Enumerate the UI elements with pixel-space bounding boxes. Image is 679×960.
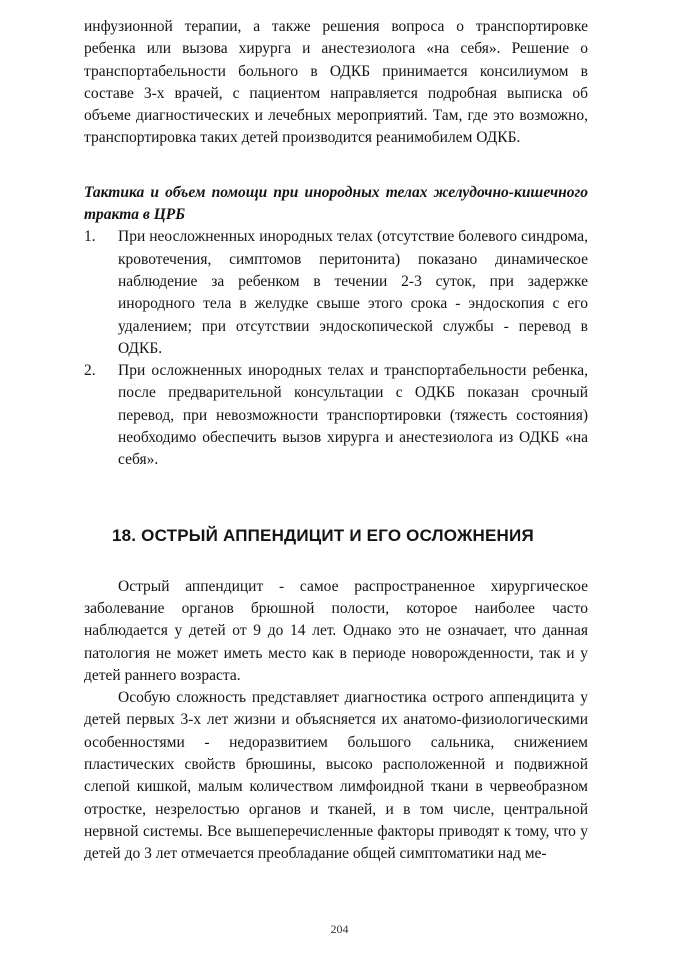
section-paragraph: Острый аппендицит - самое распространенное хирургическое заболевание органов брюшной полости, которое наиболее часто наблюдается у детей от 9 до 14 лет. Однако это не означает, что данная патология не может иметь место как в периоде новорожденности, так и у детей раннего возраста. <box>84 577 588 684</box>
tactics-list <box>84 226 588 471</box>
page-number: 204 <box>330 922 349 936</box>
list-item-text: При осложненных инородных телах и транспортабельности ребенка, после предварительной консультации с ОДКБ показан срочный перевод, при невозможности транспортировки (тяжесть состояния) необходимо обеспечить вызов хирурга и анестезиолога из ОДКБ «на себя». <box>118 362 588 469</box>
book-page <box>84 16 588 866</box>
section-title: 18. ОСТРЫЙ АППЕНДИЦИТ И ЕГО ОСЛОЖНЕНИЯ <box>112 525 534 545</box>
list-item-number: 1. <box>84 228 96 246</box>
list-item-text: При неосложненных инородных телах (отсутствие болевого синдрома, кровотечения, симптомов перитонита) показано динамическое наблюдение за ребенком в течении 2-3 суток, при задержке инородного тела в желудке свыше этого срока - эндоскопия с его удалением; при отсутствии эндоскопической службы - перевод в ОДКБ. <box>118 228 588 357</box>
list-item <box>84 360 588 471</box>
tactics-heading: Тактика и объем помощи при инородных телах желудочно-кишечного тракта в ЦРБ <box>84 183 588 224</box>
section-paragraph: Особую сложность представляет диагностика острого аппендицита у детей первых 3-х лет жизни и объясняется их анатомо-физиологическими особенностями - недоразвитием большого сальника, снижением пластических свойств брюшины, высоко расположенной и подвижной слепой кишкой, малым количеством лимфоидной ткани в червеобразном отростке, незрелостью органов и тканей, и в том числе, центральной нервной системы. Все вышеперечисленные факторы приводят к тому, что у детей до 3 лет отмечается преобладание общей симптоматики над ме- <box>84 689 588 863</box>
list-item <box>84 226 588 360</box>
intro-paragraph: инфузионной терапии, а также решения вопроса о транспортировке ребенка или вызова хирурга и анестезиолога «на себя». Решение о транспортабельности больного в ОДКБ принимается консилиумом в составе 3-х врачей, с пациентом направляется подробная выписка об объеме диагностических и лечебных мероприятий. Там, где это возможно, транспортировка таких детей производится реанимобилем ОДКБ. <box>84 18 588 147</box>
list-item-number: 2. <box>84 362 96 380</box>
